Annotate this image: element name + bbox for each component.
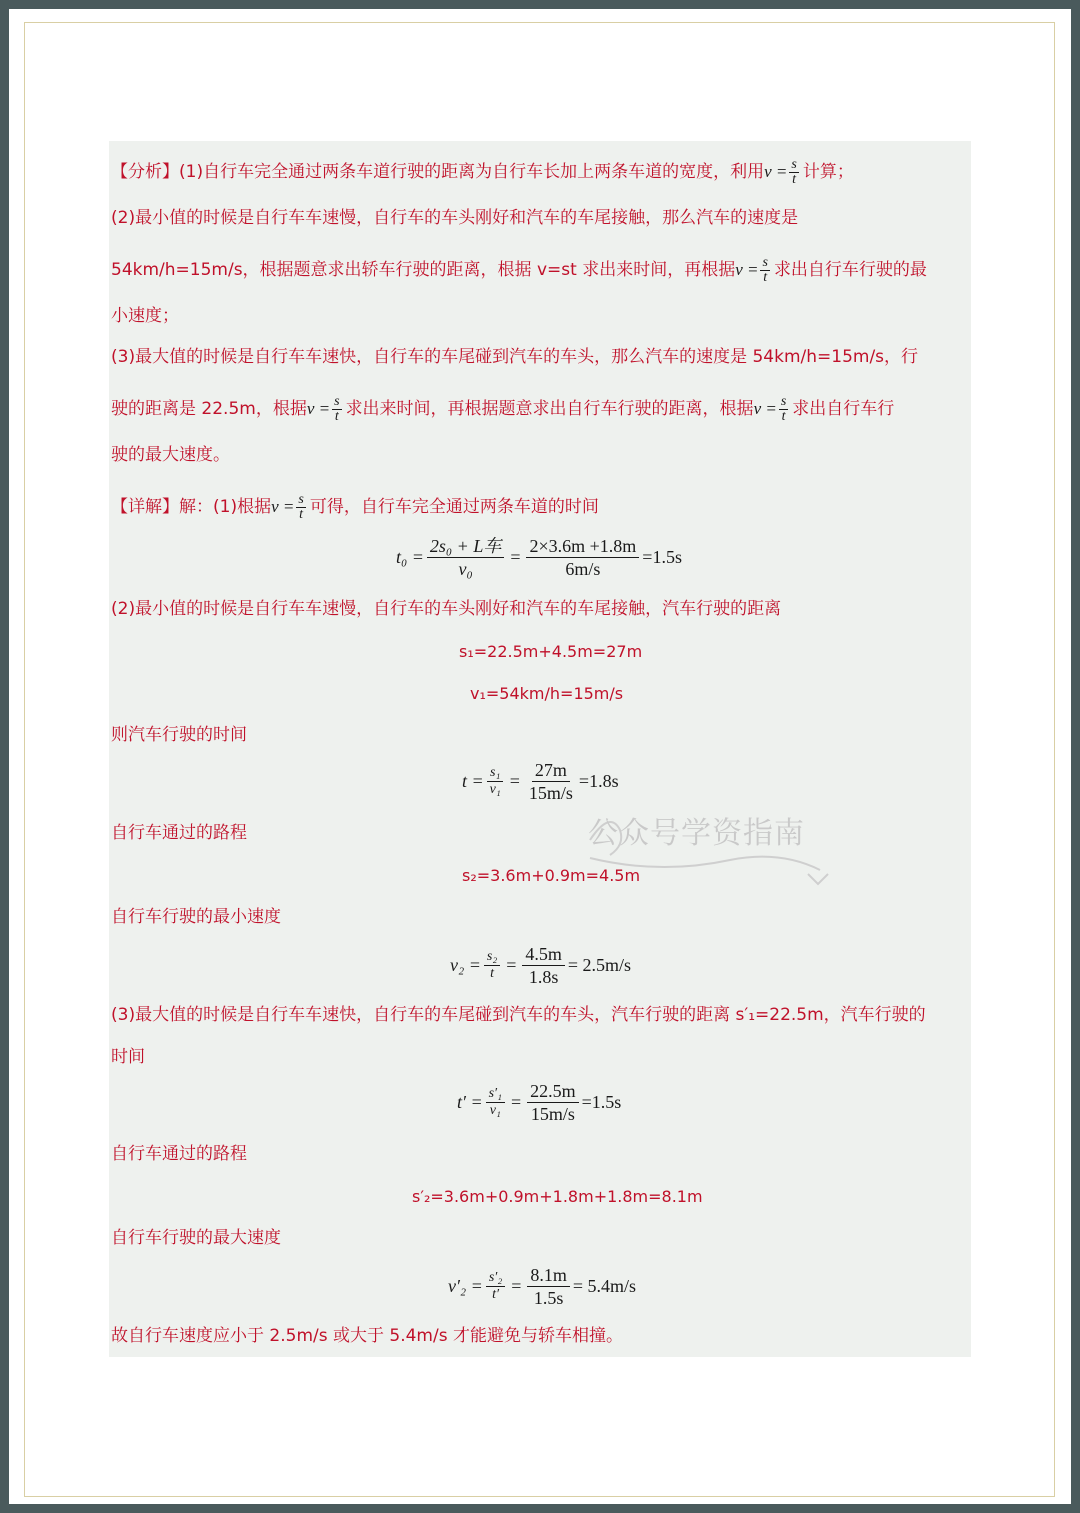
formula-s-over-t: $\frac{s}{t}$ [298,492,304,522]
detail-line-3: (3)最大值的时候是自行车车速快，自行车的车尾碰到汽车的车头，汽车行驶的距离 s′₁=22.5m，汽车行驶的 [111,1005,926,1025]
formula-v-lhs: v = [753,399,777,418]
detail-intro-tail: 可得，自行车完全通过两条车道的时间 [309,497,599,517]
eq-s2: s₂=3.6m+0.9m=4.5m [462,866,641,885]
eq-fraction-2: $\frac{22.5m}{15m/s}$ [527,1080,579,1125]
eq-fraction-2: $\frac{27m}{15m/s}$ [528,760,573,803]
equation-v2-prime: v′₂ = $\frac{\text{s′₂}}{t'}$ = $\frac{8.1m}{1.5s}$ = 5.4m/s [448,1265,637,1308]
analysis-line-3 [111,256,927,285]
analysis-line-4: 小速度； [111,306,179,326]
eq-result: =1.5s [642,547,682,567]
eq-fraction-1: $\frac{\text{s₂}}{t}$ [484,949,500,982]
eq-fraction-2: $\frac{2\times 3.6m +1.8m}{6m/s}$ [526,535,639,580]
formula-v-lhs: v = [735,260,759,279]
eq-fraction-1: $\frac{\text{s′₁}}{\text{v₁}}$ [486,1086,505,1119]
equation-v2: v₂ = $\frac{\text{s₂}}{t}$ = $\frac{4.5m}{1.8s}$ = 2.5m/s [450,944,632,987]
eq-v1: v₁=54km/h=15m/s [470,684,624,703]
analysis-text-6: 驶的距离是 22.5m，根据 [111,399,307,419]
analysis-text-1-tail: 计算； [802,162,854,182]
analysis-text-6-tail: 求出自行车行 [792,399,895,419]
equation-t: t = $\frac{\text{s₁}}{\text{v₁}}$ = $\frac{27m}{15m/s}$ =1.8s [462,760,619,803]
eq-fraction-2: $\frac{4.5m}{1.8s}$ [522,943,565,988]
analysis-line-6 [111,395,894,424]
formula-s-over-t: $\frac{s}{t}$ [762,255,768,285]
eq-result: =1.5s [581,1092,622,1112]
analysis-tag: 【分析】 [111,162,179,182]
formula-s-over-t: $\frac{s}{t}$ [791,157,797,187]
formula-s-over-t: $\frac{s}{t}$ [780,394,787,424]
analysis-text-1: (1)自行车完全通过两条车道行驶的距离为自行车长加上两条车道的宽度，利用 [179,162,765,182]
analysis-text-6-mid: 求出来时间，再根据题意求出自行车行驶的距离，根据 [345,399,754,419]
eq-s1: s₁=22.5m+4.5m=27m [459,642,643,661]
eq-fraction-1: $\frac{\text{s₁}}{\text{v₁}}$ [487,765,504,798]
analysis-line-7: 驶的最大速度。 [111,445,230,465]
analysis-line-2: (2)最小值的时候是自行车车速慢，自行车的车头刚好和汽车的车尾接触，那么汽车的速度是 [111,208,799,228]
equation-t-prime: t′ = $\frac{\text{s′₁}}{\text{v₁}}$ = $\frac{22.5m}{15m/s}$ =1.5s [457,1081,622,1124]
formula-v-lhs: v = [764,162,788,181]
eq-fraction-1: $\frac{\text{s′₂}}{t'}$ [486,1270,505,1303]
detail-line-1 [111,493,599,522]
eq-fraction-1: $\frac{\text{2s₀ + L车}}{\text{v₀}}$ [427,535,504,580]
detail-tag: 【详解】 [111,497,179,517]
formula-s-over-t: $\frac{s}{t}$ [334,394,340,424]
eq-lhs: t = [462,771,484,791]
path-label-2: 自行车通过的路程 [111,1144,247,1164]
equation-t0: t₀ = $\frac{\text{2s₀ + L车}}{\text{v₀}}$ = $\frac{2\times 3.6m +1.8m}{6m/s}$ =1.5s [396,536,682,579]
analysis-line-1 [111,158,854,187]
time-label: 则汽车行驶的时间 [111,725,247,745]
eq-lhs: t′ = [457,1092,483,1112]
watermark: 公众号学资指南 [588,816,805,851]
detail-line-2: (2)最小值的时候是自行车车速慢，自行车的车头刚好和汽车的车尾接触，汽车行驶的距离 [111,599,782,619]
eq-result: = 2.5m/s [567,955,632,975]
detail-intro: 解：(1)根据 [179,497,272,517]
minspeed-label: 自行车行驶的最小速度 [111,907,281,927]
eq-s2-prime: s′₂=3.6m+0.9m+1.8m+1.8m=8.1m [412,1187,703,1206]
eq-lhs: v₂ = [450,955,481,975]
conclusion: 故自行车速度应小于 2.5m/s 或大于 5.4m/s 才能避免与轿车相撞。 [111,1326,623,1346]
path-label: 自行车通过的路程 [111,823,247,843]
formula-v-lhs: v = [271,497,295,516]
eq-result: = 5.4m/s [572,1276,637,1296]
eq-lhs: v′₂ = [448,1276,483,1296]
analysis-text-3: 54km/h=15m/s，根据题意求出轿车行驶的距离，根据 v=st 求出来时间，再根据 [111,260,736,280]
eq-fraction-2: $\frac{8.1m}{1.5s}$ [527,1264,570,1309]
analysis-line-5: (3)最大值的时候是自行车车速快，自行车的车尾碰到汽车的车头，那么汽车的速度是 54km/h=15m/s，行 [111,347,919,367]
answer-card [109,141,971,1357]
eq-result: =1.8s [578,771,619,791]
maxspeed-label: 自行车行驶的最大速度 [111,1228,281,1248]
eq-lhs: t₀ = [396,547,424,567]
detail-line-4: 时间 [111,1047,145,1067]
analysis-text-3-tail: 求出自行车行驶的最 [773,260,927,280]
formula-v-lhs: v = [306,399,331,418]
